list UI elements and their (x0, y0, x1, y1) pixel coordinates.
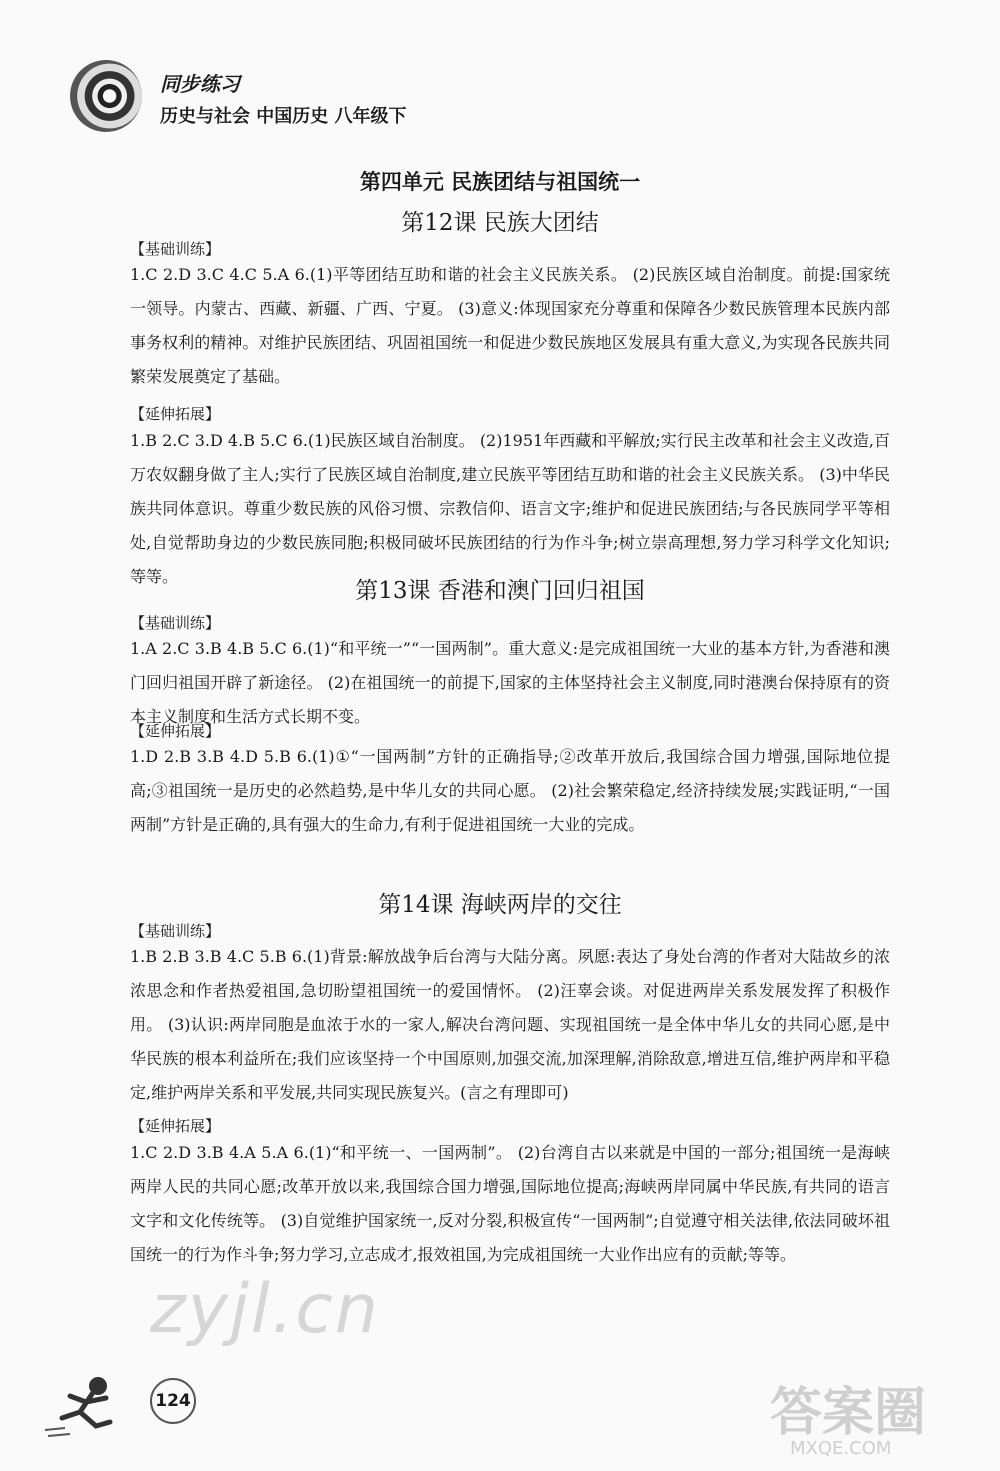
corner-logo (760, 1370, 980, 1460)
lesson-13-title: 第13课 香港和澳门回归祖国 (355, 578, 645, 604)
lesson-14-basic-text: 1.B 2.B 3.B 4.C 5.B 6.(1)背景:解放战争后台湾与大陆分离。夙愿:表达了身处台湾的作者对大陆故乡的浓浓思念和作者热爱祖国,急切盼望祖国统一的爱国情怀。 (2)汪辜会谈。对促进两岸关系发展发挥了积极作用。 (3)认识:两岸同胞是血浓于水的一家人,解决台湾问题、实现祖国统一是全体中华儿女的共同心愿,是中华民族的根本利益所在;我们应该坚持一个中国原则,加强交流,加深理解,消除敌意,增进互信,维护两岸和平稳定,维护两岸关系和平发展,共同实现民族复兴。(言之有理即可) (130, 947, 890, 1102)
lesson-13-basic-text: 1.A 2.C 3.B 4.B 5.C 6.(1)“和平统一”“一国两制”。重大意义:是完成祖国统一大业的基本方针,为香港和澳门回归祖国开辟了新途径。 (2)在祖国统一的前提下,国家的主体坚持社会主义制度,同时港澳台保持原有的资本主义制度和生活方式长期不变。 (130, 639, 890, 726)
brand-title: 同步练习 (160, 72, 240, 96)
lesson-12-ext-label: 【延伸拓展】 (130, 405, 221, 423)
page-number: 124 (150, 1378, 196, 1424)
lesson-14-title: 第14课 海峡两岸的交往 (378, 892, 622, 918)
speaker-logo-icon (70, 60, 142, 132)
lesson-12-basic-label: 【基础训练】 (130, 240, 221, 258)
runner-illustration-icon (40, 1370, 140, 1440)
corner-logo-small: MXQE.COM (790, 1438, 892, 1459)
lesson-14-basic-label: 【基础训练】 (130, 922, 221, 940)
lesson-13-ext-text: 1.D 2.B 3.B 4.D 5.B 6.(1)①“一国两制”方针的正确指导;②改革开放后,我国综合国力增强,国际地位提高;③祖国统一是历史的必然趋势,是中华儿女的共同心愿。 (2)社会繁荣稳定,经济持续发展;实践证明,“一国两制”方针是正确的,具有强大的生命力,有利于促进祖国统一大业的完成。 (130, 747, 890, 834)
lesson-12-basic-text: 1.C 2.D 3.C 4.C 5.A 6.(1)平等团结互助和谐的社会主义民族关系。 (2)民族区域自治制度。前提:国家统一领导。内蒙古、西藏、新疆、广西、宁夏。 (3)意义:体现国家充分尊重和保障各少数民族管理本民族内部事务权利的精神。对维护民族团结、巩固祖国统一和促进少数民族地区发展具有重大意义,为实现各民族共同繁荣发展奠定了基础。 (130, 265, 890, 386)
unit-title: 第四单元 民族团结与祖国统一 (359, 169, 641, 194)
series-subtitle: 历史与社会 中国历史 八年级下 (160, 106, 407, 127)
corner-logo-big: 答案圈 (770, 1383, 927, 1443)
lesson-12-title: 第12课 民族大团结 (401, 210, 599, 236)
lesson-12-ext-text: 1.B 2.C 3.D 4.B 5.C 6.(1)民族区域自治制度。 (2)1951年西藏和平解放;实行民主改革和社会主义改造,百万农奴翻身做了主人;实行了民族区域自治制度,建立民族平等团结互助和谐的社会主义民族关系。 (3)中华民族共同体意识。尊重少数民族的风俗习惯、宗教信仰、语言文字;维护和促进民族团结;与各民族同学平等相处,自觉帮助身边的少数民族同胞;积极同破坏民族团结的行为作斗争;树立崇高理想,努力学习科学文化知识;等等。 (130, 431, 890, 586)
lesson-13-ext-label: 【延伸拓展】 (130, 722, 221, 740)
lesson-14-ext-label: 【延伸拓展】 (130, 1117, 221, 1135)
book-header (60, 48, 460, 138)
lesson-14-ext-text: 1.C 2.D 3.B 4.A 5.A 6.(1)“和平统一、一国两制”。 (2)台湾自古以来就是中国的一部分;祖国统一是海峡两岸人民的共同心愿;改革开放以来,我国综合国力增强,国际地位提高;海峡两岸同属中华民族,有共同的语言文字和文化传统等。 (3)自觉维护国家统一,反对分裂,积极宣传“一国两制”;自觉遵守相关法律,依法同破坏祖国统一的行为作斗争;努力学习,立志成才,报效祖国,为完成祖国统一大业作出应有的贡献;等等。 (130, 1143, 890, 1264)
watermark-text: zyjl.cn (150, 1270, 380, 1349)
lesson-13-basic-label: 【基础训练】 (130, 614, 221, 632)
